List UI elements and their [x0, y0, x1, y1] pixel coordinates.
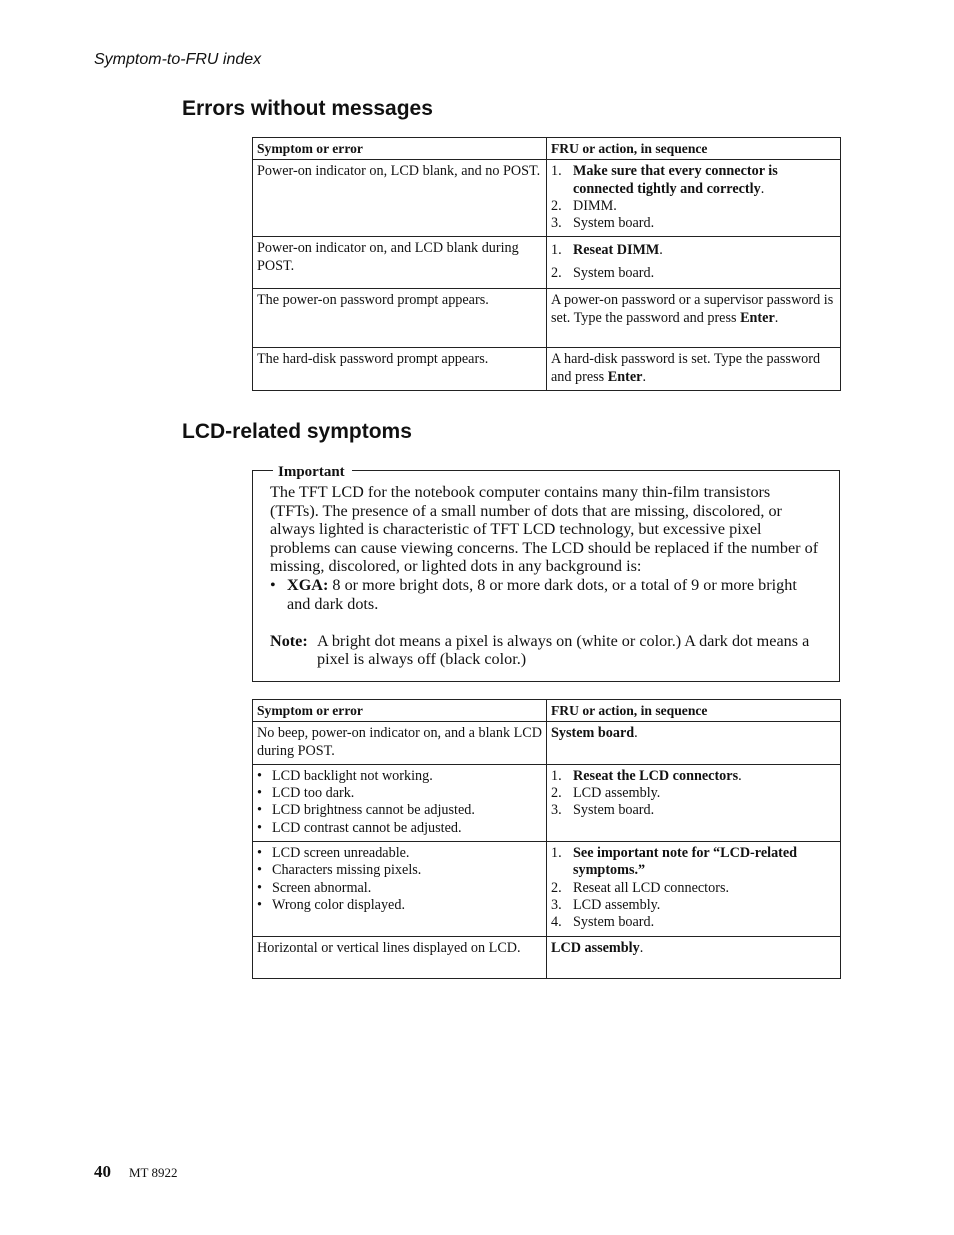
- column-header-action: FRU or action, in sequence: [547, 138, 841, 160]
- table-header-row: [253, 700, 841, 722]
- list-item: • LCD screen unreadable.: [257, 845, 410, 862]
- important-body: [270, 483, 822, 669]
- section-heading-lcd-related-symptoms: LCD-related symptoms: [182, 420, 412, 443]
- step-item: 4. System board.: [551, 914, 655, 931]
- action-cell: A power-on password or a supervisor password is set. Type the password and press Enter.: [547, 289, 841, 348]
- machine-type-label: MT 8922: [129, 1165, 178, 1180]
- errors-table: [252, 137, 841, 391]
- symptom-cell: [253, 842, 547, 936]
- page-footer: [94, 1162, 178, 1182]
- list-item: • LCD brightness cannot be adjusted.: [257, 802, 475, 819]
- step-item: 1. Make sure that every connector is connected tightly and correctly.: [551, 163, 778, 197]
- section-heading-errors-without-messages: Errors without messages: [182, 97, 433, 120]
- table-row: [253, 936, 841, 978]
- important-bullet: • XGA: 8 or more bright dots, 8 or more dark dots, or a total of 9 or more bright and dark dots.: [270, 575, 797, 613]
- step-item: 2. DIMM.: [551, 197, 617, 214]
- action-cell: A hard-disk password is set. Type the password and press Enter.: [547, 348, 841, 391]
- bullet-icon: •: [270, 575, 276, 594]
- list-item: • LCD contrast cannot be adjusted.: [257, 819, 462, 836]
- table-row: [253, 764, 841, 841]
- table-row: [253, 160, 841, 237]
- table-row: [253, 348, 841, 391]
- step-item: 1. See important note for “LCD-related symptoms.”: [551, 845, 798, 879]
- table-row: [253, 289, 841, 348]
- step-item: 2. System board.: [551, 264, 655, 281]
- step-item: 1. Reseat DIMM.: [551, 242, 663, 259]
- table-row: [253, 237, 841, 289]
- list-item: • Characters missing pixels.: [257, 862, 422, 879]
- symptom-cell: The hard-disk password prompt appears.: [253, 348, 547, 391]
- table-row: [253, 722, 841, 765]
- action-cell: LCD assembly.: [547, 936, 841, 978]
- step-item: 2. LCD assembly.: [551, 785, 661, 802]
- step-item: 2. Reseat all LCD connectors.: [551, 879, 730, 896]
- action-cell: [547, 842, 841, 936]
- running-head: Symptom-to-FRU index: [94, 51, 262, 68]
- important-paragraph: The TFT LCD for the notebook computer contains many thin-film transistors (TFTs). The presence of a small number of dots that are missing, discolored, or always lighted is characteristic of TFT LCD technology, but excessive pixel problems can cause viewing concerns. The LCD should be replaced if the number of missing, discolored, or lighted dots in any background is:: [270, 483, 819, 576]
- symptom-cell: Power-on indicator on, and LCD blank during POST.: [253, 237, 547, 289]
- symptom-cell: Power-on indicator on, LCD blank, and no POST.: [253, 160, 547, 237]
- important-notice-box: [252, 464, 840, 682]
- symptom-cell: [253, 764, 547, 841]
- action-cell: [547, 160, 841, 237]
- symptom-cell: Horizontal or vertical lines displayed on LCD.: [253, 936, 547, 978]
- table-header-row: [253, 138, 841, 160]
- column-header-symptom: Symptom or error: [253, 700, 547, 722]
- list-item: • Wrong color displayed.: [257, 896, 405, 913]
- page-number: 40: [94, 1162, 111, 1181]
- symptom-cell: No beep, power-on indicator on, and a blank LCD during POST.: [253, 722, 547, 765]
- table-row: [253, 842, 841, 936]
- list-item: • Screen abnormal.: [257, 879, 372, 896]
- important-title: Important: [273, 464, 352, 480]
- column-header-symptom: Symptom or error: [253, 138, 547, 160]
- note-label: Note:: [270, 631, 308, 650]
- step-item: 1. Reseat the LCD connectors.: [551, 767, 742, 784]
- action-cell: System board.: [547, 722, 841, 765]
- note-text: A bright dot means a pixel is always on (white or color.) A dark dot means a pixel is always off (black color.): [317, 631, 810, 669]
- list-item: • LCD too dark.: [257, 785, 355, 802]
- column-header-action: FRU or action, in sequence: [547, 700, 841, 722]
- step-item: 3. System board.: [551, 215, 655, 232]
- important-note: [270, 632, 822, 669]
- step-item: 3. System board.: [551, 802, 655, 819]
- action-cell: [547, 237, 841, 289]
- action-cell: [547, 764, 841, 841]
- list-item: • LCD backlight not working.: [257, 767, 433, 784]
- symptom-cell: The power-on password prompt appears.: [253, 289, 547, 348]
- lcd-symptoms-table: [252, 699, 841, 979]
- step-item: 3. LCD assembly.: [551, 896, 661, 913]
